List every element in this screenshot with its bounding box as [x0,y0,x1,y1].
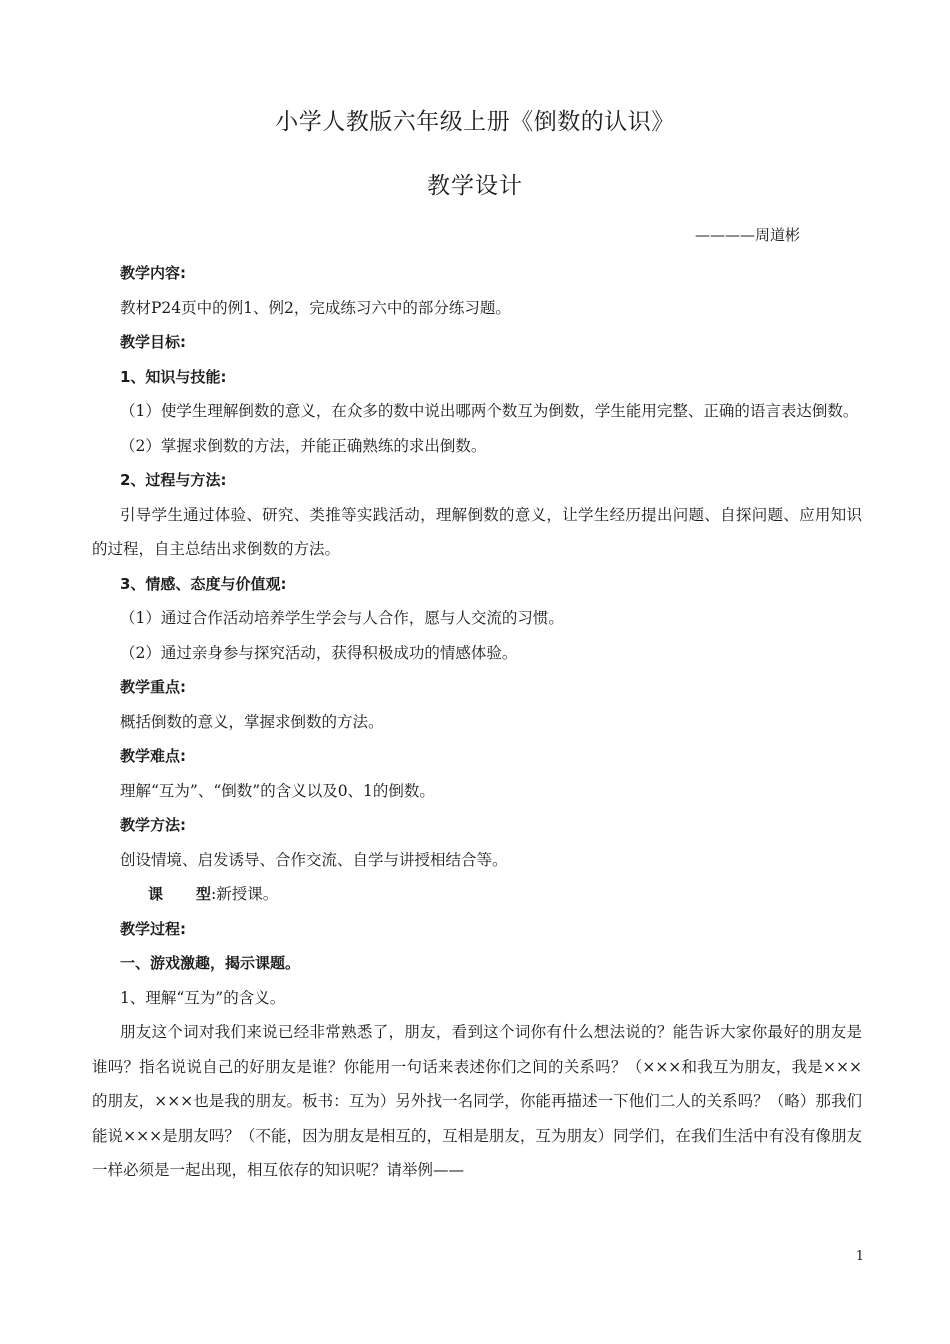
lesson-type-label-1: 课 [148,885,164,903]
paragraph-emotion-2: （2）通过亲身参与探究活动，获得积极成功的情感体验。 [120,643,518,662]
section-heading-key: 教学重点: [120,678,186,696]
paragraph-emotion-1: （1）通过合作活动培养学生学会与人合作，愿与人交流的习惯。 [120,609,564,627]
section-heading-method: 教学方法: [120,816,186,834]
lesson-type-value: :新授课。 [211,885,279,903]
paragraph-content: 教材P24页中的例1、例2，完成练习六中的部分练习题。 [120,298,511,317]
paragraph-method: 创设情境、启发诱导、合作交流、自学与讲授相结合等。 [120,850,508,869]
subheading-emotion: 3、情感、态度与价值观: [120,574,287,593]
subheading-process: 2、过程与方法: [120,471,227,489]
paragraph-part1-2: 朋友这个词对我们来说已经非常熟悉了，朋友，看到这个词你有什么想法说的？能告诉大家你最好的朋友是谁吗？指名说说自己的好朋友是谁？你能用一句话来表述你们之间的关系吗？（×××和我互为朋友，我是×××的朋友，×××也是我的朋友。板书：互为）另外找一名同学，你能再描述一下他们二人的关系吗？（略）那我们能说×××是朋友吗？（不能，因为朋友是相互的，互相是朋友，互为朋友）同学们，在我们生活中有没有像朋友一样必须是一起出现，相互依存的知识呢？请举例—— [92,1023,862,1179]
document-subtitle: 教学设计 [427,173,523,199]
lesson-type-line [92,877,862,912]
author-line: ————周道彬 [694,226,800,244]
lesson-type-label-2: 型 [196,885,212,903]
paragraph-knowledge-2: （2）掌握求倒数的方法，并能正确熟练的求出倒数。 [120,436,487,455]
section-heading-course: 教学过程: [120,919,186,938]
paragraph-knowledge-1: （1）使学生理解倒数的意义，在众多的数中说出哪两个数互为倒数，学生能用完整、正确的语言表达倒数。 [120,402,859,420]
document-title: 小学人教版六年级上册《倒数的认识》 [275,109,675,135]
paragraph-key: 概括倒数的意义，掌握求倒数的方法。 [120,712,384,731]
subheading-part1: 一、游戏激趣，揭示课题。 [120,954,301,972]
subheading-knowledge: 1、知识与技能: [120,367,227,386]
paragraph-difficulty: 理解“互为”、“倒数”的含义以及0、1的倒数。 [120,781,435,800]
section-heading-difficulty: 教学难点: [120,747,186,765]
section-heading-content: 教学内容: [120,264,186,282]
section-heading-goals: 教学目标: [120,333,186,351]
paragraph-part1-1: 1、理解“互为”的含义。 [120,988,286,1007]
document-body [92,256,862,1188]
page-number: 1 [855,1249,864,1264]
paragraph-process: 引导学生通过体验、研究、类推等实践活动，理解倒数的意义，让学生经历提出问题、自探问题、应用知识的过程，自主总结出求倒数的方法。 [92,505,862,558]
